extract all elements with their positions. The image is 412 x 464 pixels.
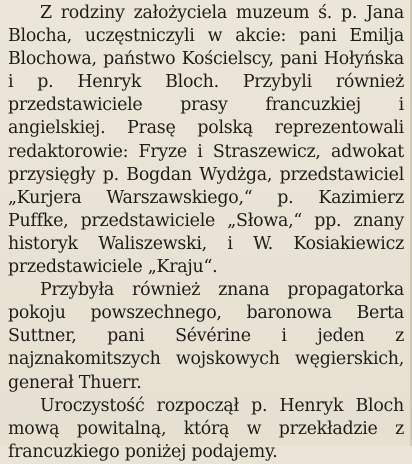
paragraph-opening: Uroczystość rozpoczął p. Henryk Bloch mową powitalną, którą w przekładzie z francuzkiego poniżej podajemy. xyxy=(8,395,404,462)
paragraph-attendees: Z rodziny założyciela muzeum ś. p. Jana Blocha, uczęstniczyli w akcie: pani Emilja Blochowa, państwo Kościelscy, pani Hołyńska i p. Henryk Bloch. Przybyli również przedstawiciele prasy francuzkiej i angielskiej. Prasę polską reprezentowali redaktorowie: Fryze i Straszewicz, adwokat przysięgły p. Bogdan Wydżga, przedstawiciel „Kurjera Warszawskiego,“ p. Kazimierz Puffke, przedstawiciele „Słowa,“ pp. znany historyk Waliszewski, i W. Kosiakiewicz przedstawiciele „Kraju“. xyxy=(8,3,404,278)
paragraph-guests: Przybyła również znana propagatorka pokoju powszechnego, baronowa Berta Suttner, pani Sévérine i jeden z najznakomitszych wojskowych węgierskich, generał Thuerr. xyxy=(8,280,404,393)
article-text xyxy=(8,2,404,464)
